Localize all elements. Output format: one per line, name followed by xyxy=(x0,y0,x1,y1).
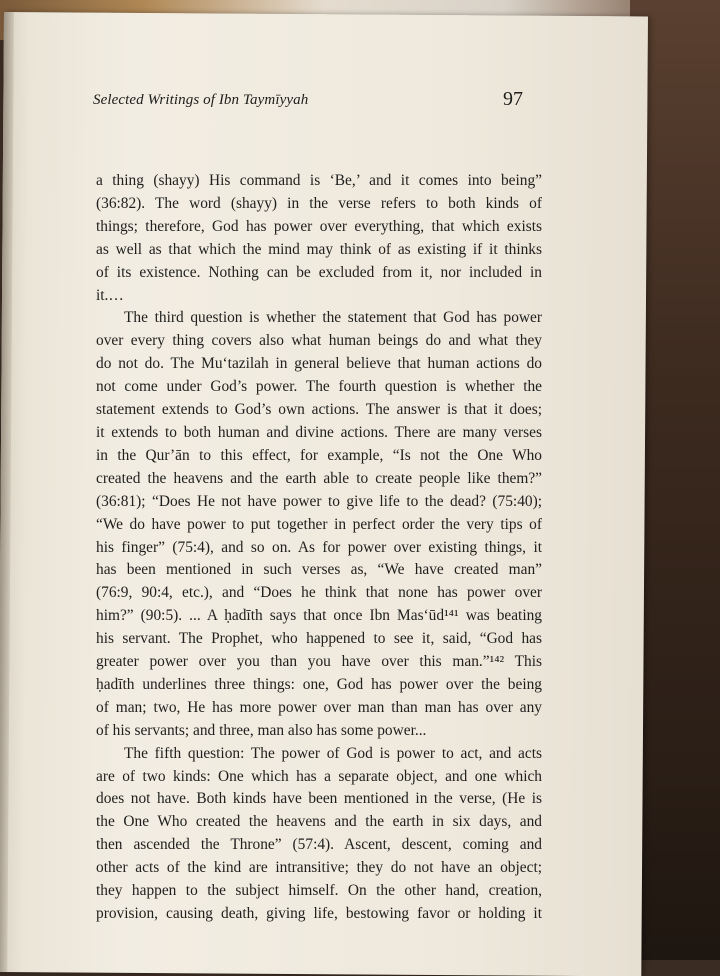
text-line: provision, causing death, giving life, bestowing favor or holding it xyxy=(96,905,542,922)
text-line: The third question is whether the statement that God has power xyxy=(124,309,542,327)
text-line: they happen to the subject himself. On the other hand, creation, xyxy=(96,882,542,900)
page-header xyxy=(93,88,523,118)
text-line: of man; two, He has more power over man than man has over any xyxy=(96,698,542,716)
text-line: the One Who created the heavens and the earth in six days, and xyxy=(96,813,542,831)
text-line: other acts of the kind are intransitive; they do not have an object; xyxy=(96,859,542,877)
text-line: “We do have power to put together in perfect order the very tips of xyxy=(96,515,542,533)
text-line: things; therefore, God has power over everything, that which exists xyxy=(96,217,542,235)
page-number: 97 xyxy=(503,88,523,110)
text-line: him?” (90:5). ... A ḥadīth says that once Ibn Mas‘ūd¹⁴¹ was beating xyxy=(96,607,542,625)
text-line: over every thing covers also what human beings do and what they xyxy=(96,332,542,350)
text-line: The fifth question: The power of God is power to act, and acts xyxy=(124,744,542,762)
text-line: it extends to both human and divine actions. There are many verses xyxy=(96,423,542,441)
body-text xyxy=(96,170,542,926)
text-line: then ascended the Throne” (57:4). Ascent, descent, coming and xyxy=(96,836,542,854)
text-line: has been mentioned in such verses as, “We have created man” xyxy=(96,561,542,579)
text-line: statement extends to God’s own actions. The answer is that it does; xyxy=(96,401,542,419)
text-line: ḥadīth underlines three things: one, God has power over the being xyxy=(96,675,542,693)
text-line: not come under God’s power. The fourth question is whether the xyxy=(96,378,542,396)
text-line: of its existence. Nothing can be excluded from it, nor included in xyxy=(96,263,542,281)
text-line: as well as that which the mind may think of as existing if it thinks xyxy=(96,240,542,258)
text-line: greater power over you than you have over this man.”¹⁴² This xyxy=(96,653,542,671)
text-line: his servant. The Prophet, who happened to see it, said, “God has xyxy=(96,630,542,648)
text-line: a thing (shayy) His command is ‘Be,’ and it comes into being” xyxy=(96,172,542,189)
text-line: of his servants; and three, man also has some power... xyxy=(96,721,427,739)
text-line: does not have. Both kinds have been mentioned in the verse, (He is xyxy=(96,790,542,808)
text-line: do not do. The Mu‘tazilah in general believe that human actions do xyxy=(96,355,542,373)
text-line: (36:81); “Does He not have power to give life to the dead? (75:40); xyxy=(96,492,542,510)
text-line: his finger” (75:4), and so on. As for power over existing things, it xyxy=(96,538,542,556)
page-gutter xyxy=(0,12,14,972)
running-head: Selected Writings of Ibn Taymīyyah xyxy=(93,92,309,108)
text-line: created the heavens and the earth able to create people like them?” xyxy=(96,469,542,487)
text-line: in the Qur’ān to this effect, for example, “Is not the One Who xyxy=(96,446,542,464)
text-line: (36:82). The word (shayy) in the verse refers to both kinds of xyxy=(96,194,542,212)
text-line: are of two kinds: One which has a separate object, and one which xyxy=(96,767,542,785)
text-line: (76:9, 90:4, etc.), and “Does he think that none has power over xyxy=(96,584,542,602)
text-line: it.… xyxy=(96,286,124,304)
